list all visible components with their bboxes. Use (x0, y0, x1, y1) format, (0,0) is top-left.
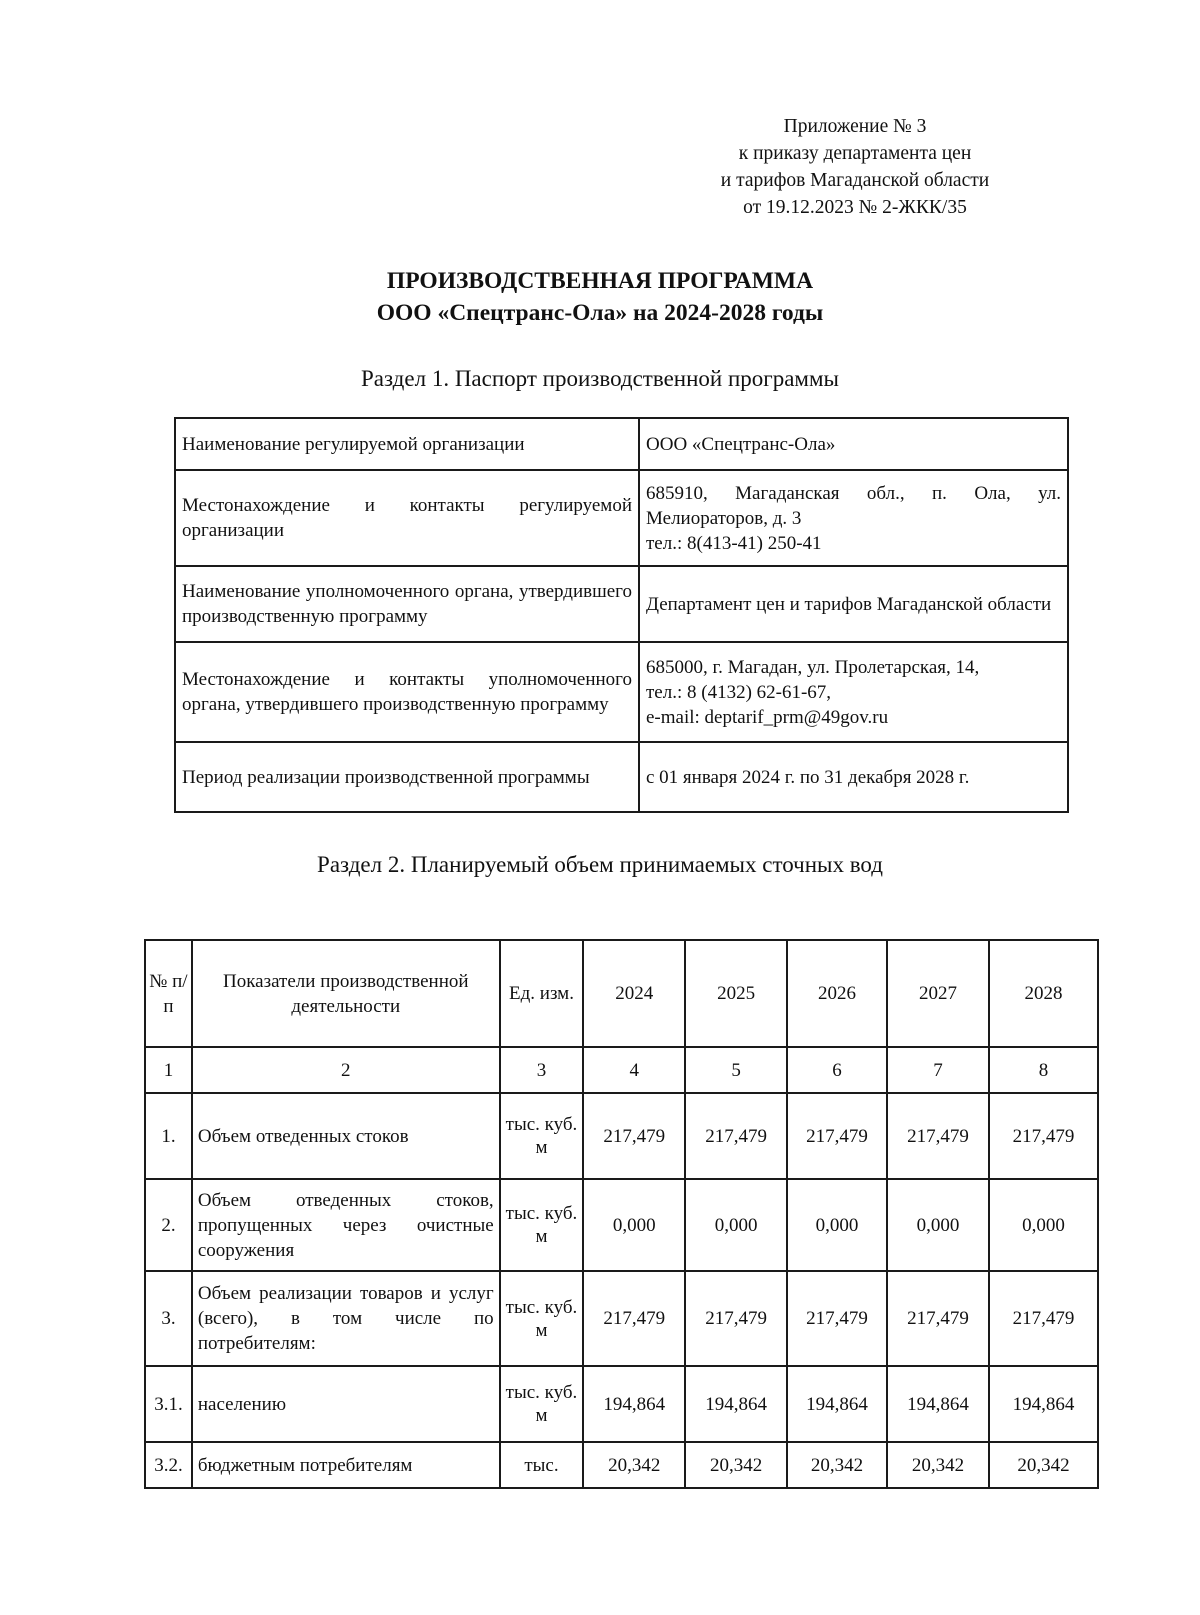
title-line: ООО «Спецтранс-Ола» на 2024-2028 годы (376, 300, 824, 326)
passport-value (639, 742, 1068, 812)
plan-colnum-row (145, 1047, 1098, 1093)
row-value: 217,479 (583, 1093, 685, 1179)
row-value: 217,479 (685, 1271, 787, 1366)
passport-row (175, 566, 1068, 642)
row-name: Объем отведенных стоков (192, 1093, 500, 1179)
passport-value (639, 470, 1068, 566)
plan-row (145, 1271, 1098, 1366)
row-num: 2. (145, 1179, 192, 1271)
appendix-line: от 19.12.2023 № 2-ЖКК/35 (743, 197, 967, 218)
row-value: 20,342 (887, 1442, 989, 1488)
passport-value (639, 418, 1068, 470)
row-num: 3.2. (145, 1442, 192, 1488)
passport-value (639, 642, 1068, 742)
col-number: 7 (887, 1047, 989, 1093)
row-value: 0,000 (989, 1179, 1098, 1271)
plan-row (145, 1179, 1098, 1271)
row-value: 217,479 (989, 1093, 1098, 1179)
row-value: 0,000 (787, 1179, 887, 1271)
appendix-line: и тарифов Магаданской области (720, 170, 990, 191)
header-unit: Ед. изм. (500, 940, 584, 1047)
passport-value-line: с 01 января 2024 г. по 31 декабря 2028 г. (646, 766, 970, 788)
col-number: 2 (192, 1047, 500, 1093)
document-title (0, 265, 1200, 329)
plan-row (145, 1366, 1098, 1442)
row-unit: тыс. (500, 1442, 584, 1488)
section2-heading: Раздел 2. Планируемый объем принимаемых сточных вод (317, 852, 883, 877)
passport-value-line: тел.: 8 (4132) 62-61-67, (646, 681, 832, 703)
plan-row (145, 1442, 1098, 1488)
row-name: населению (192, 1366, 500, 1442)
passport-label: Наименование уполномоченного органа, утвердившего производственную программу (175, 566, 639, 642)
row-name: бюджетным потребителям (192, 1442, 500, 1488)
col-number: 3 (500, 1047, 584, 1093)
passport-label: Местонахождение и контакты регулируемой организации (175, 470, 639, 566)
row-value: 20,342 (685, 1442, 787, 1488)
passport-label: Период реализации производственной программы (175, 742, 639, 812)
row-value: 217,479 (583, 1271, 685, 1366)
passport-label: Местонахождение и контакты уполномоченного органа, утвердившего производственную программу (175, 642, 639, 742)
row-value: 217,479 (887, 1093, 989, 1179)
plan-row (145, 1093, 1098, 1179)
row-value: 0,000 (887, 1179, 989, 1271)
header-year: 2025 (685, 940, 787, 1047)
row-num: 3.1. (145, 1366, 192, 1442)
plan-header-row (145, 940, 1098, 1047)
row-value: 0,000 (685, 1179, 787, 1271)
passport-value-line: e-mail: deptarif_prm@49gov.ru (646, 706, 889, 728)
row-num: 1. (145, 1093, 192, 1179)
passport-value-line: 685000, г. Магадан, ул. Пролетарская, 14, (646, 656, 980, 678)
row-value: 194,864 (887, 1366, 989, 1442)
section1-heading: Раздел 1. Паспорт производственной программы (361, 366, 839, 391)
col-number: 6 (787, 1047, 887, 1093)
header-year: 2026 (787, 940, 887, 1047)
row-value: 194,864 (685, 1366, 787, 1442)
row-value: 20,342 (583, 1442, 685, 1488)
passport-value-line: Департамент цен и тарифов Магаданской области (646, 593, 1052, 615)
row-value: 217,479 (989, 1271, 1098, 1366)
row-unit: тыс. куб. м (500, 1271, 584, 1366)
passport-row (175, 742, 1068, 812)
row-value: 217,479 (685, 1093, 787, 1179)
passport-row (175, 470, 1068, 566)
row-value: 194,864 (989, 1366, 1098, 1442)
row-unit: тыс. куб. м (500, 1366, 584, 1442)
header-num: № п/п (145, 940, 192, 1047)
row-value: 217,479 (887, 1271, 989, 1366)
passport-row (175, 642, 1068, 742)
header-year: 2024 (583, 940, 685, 1047)
header-year: 2027 (887, 940, 989, 1047)
appendix-line: Приложение № 3 (783, 116, 927, 137)
passport-value-line: ООО «Спецтранс-Ола» (646, 433, 836, 455)
col-number: 1 (145, 1047, 192, 1093)
passport-label: Наименование регулируемой организации (175, 418, 639, 470)
row-value: 217,479 (787, 1093, 887, 1179)
header-year: 2028 (989, 940, 1098, 1047)
col-number: 8 (989, 1047, 1098, 1093)
plan-table (144, 939, 1099, 1489)
title-line: ПРОИЗВОДСТВЕННАЯ ПРОГРАММА (386, 268, 814, 294)
appendix-note (660, 113, 1050, 221)
col-number: 5 (685, 1047, 787, 1093)
passport-value-line: 685910, Магаданская обл., п. Ола, ул. Мелиораторов, д. 3 (646, 482, 1061, 529)
row-value: 194,864 (583, 1366, 685, 1442)
row-value: 20,342 (989, 1442, 1098, 1488)
col-number: 4 (583, 1047, 685, 1093)
row-value: 20,342 (787, 1442, 887, 1488)
row-unit: тыс. куб. м (500, 1093, 584, 1179)
passport-row (175, 418, 1068, 470)
passport-value-line: тел.: 8(413-41) 250-41 (646, 532, 822, 554)
row-value: 217,479 (787, 1271, 887, 1366)
row-num: 3. (145, 1271, 192, 1366)
row-unit: тыс. куб. м (500, 1179, 584, 1271)
row-name: Объем реализации товаров и услуг (всего), в том числе по потребителям: (192, 1271, 500, 1366)
passport-value (639, 566, 1068, 642)
passport-table (174, 417, 1069, 813)
row-name: Объем отведенных стоков, пропущенных через очистные сооружения (192, 1179, 500, 1271)
row-value: 0,000 (583, 1179, 685, 1271)
row-value: 194,864 (787, 1366, 887, 1442)
appendix-line: к приказу департамента цен (738, 143, 972, 164)
header-indicator: Показатели производственной деятельности (192, 940, 500, 1047)
